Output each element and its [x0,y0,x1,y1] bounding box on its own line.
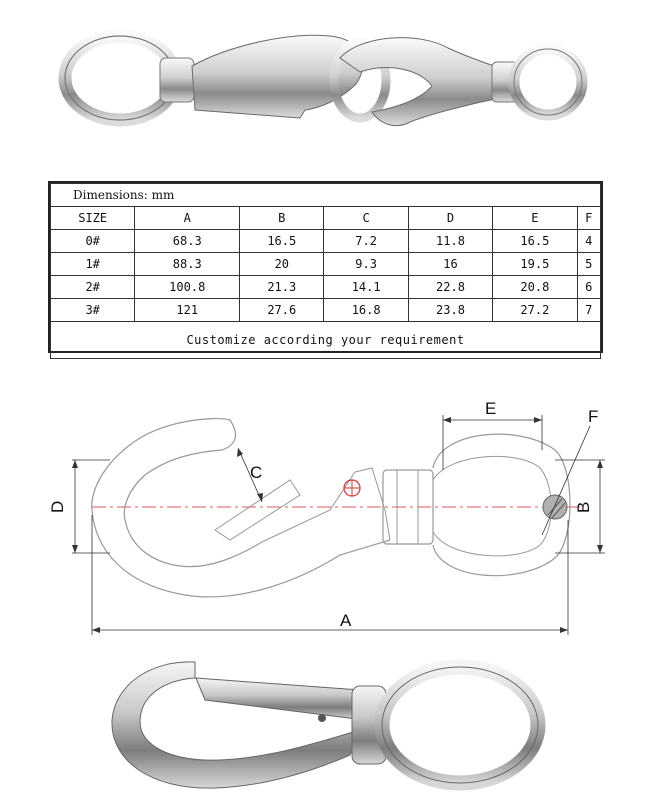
right-hook-body [340,38,500,126]
dim-line-f [542,426,590,535]
header-f: F [577,207,600,230]
dim-label-d: D [48,500,67,513]
header-c: C [324,207,408,230]
dim-label-c: C [250,463,263,482]
dim-label-f: F [588,407,599,426]
cell: 1# [51,253,135,276]
cell: 22.8 [408,276,492,299]
product-photo-bottom [0,650,650,802]
cell: 2# [51,276,135,299]
dim-label-b: B [574,501,593,513]
product-photo-top [0,0,650,170]
table-row [51,299,601,322]
cell: 5 [577,253,600,276]
cell: 88.3 [135,253,240,276]
table-footer: Customize according your requirement [51,322,601,359]
header-size: SIZE [51,207,135,230]
cell: 9.3 [324,253,408,276]
cell: 16.5 [240,230,324,253]
dim-label-e: E [485,399,497,418]
cell: 23.8 [408,299,492,322]
hook-outline [92,419,390,597]
cell: 27.6 [240,299,324,322]
left-swivel-eye [65,36,175,120]
table-row [51,253,601,276]
left-swivel-barrel [160,58,194,102]
header-b: B [240,207,324,230]
cell: 14.1 [324,276,408,299]
cell: 27.2 [493,299,577,322]
cell: 21.3 [240,276,324,299]
cell: 20 [240,253,324,276]
cell: 100.8 [135,276,240,299]
cell: 7 [577,299,600,322]
dim-label-a: A [340,611,352,630]
table-header-row [51,207,601,230]
cell: 19.5 [493,253,577,276]
gate-outline [215,480,300,540]
cell: 6 [577,276,600,299]
table-row [51,276,601,299]
technical-drawing [0,390,650,650]
header-e: E [493,207,577,230]
cell: 3# [51,299,135,322]
cell: 16.8 [324,299,408,322]
header-d: D [408,207,492,230]
hook-gate [196,678,365,720]
cell: 20.8 [493,276,577,299]
cell: 4 [577,230,600,253]
header-a: A [135,207,240,230]
cell: 16 [408,253,492,276]
cell: 68.3 [135,230,240,253]
cell: 7.2 [324,230,408,253]
cell: 121 [135,299,240,322]
table-title: Dimensions: mm [51,184,601,207]
cell: 16.5 [493,230,577,253]
cell: 11.8 [408,230,492,253]
dimensions-table [48,181,603,353]
swivel-eye [382,667,538,783]
table-row [51,230,601,253]
cell: 0# [51,230,135,253]
